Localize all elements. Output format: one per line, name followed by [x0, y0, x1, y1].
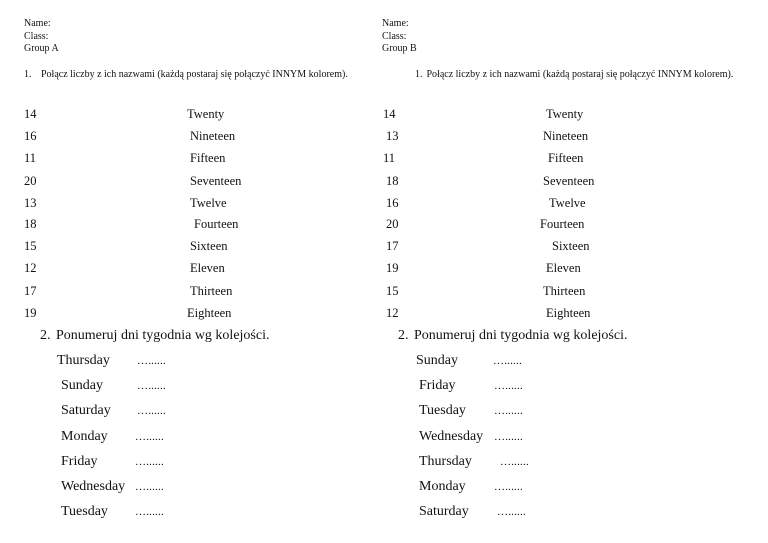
match-number: 15	[24, 239, 37, 253]
task-2-number: 2.	[40, 328, 51, 343]
match-word: Thirteen	[543, 284, 586, 298]
match-number: 12	[24, 261, 37, 275]
answer-blank: …......	[494, 405, 523, 417]
answer-blank: …......	[135, 481, 164, 493]
match-word: Fourteen	[540, 217, 585, 231]
match-number: 15	[386, 284, 399, 298]
match-word: Fifteen	[190, 151, 226, 165]
answer-blank: …......	[494, 380, 523, 392]
match-number: 16	[386, 196, 399, 210]
task-2-number: 2.	[398, 328, 409, 343]
answer-blank: …......	[137, 380, 166, 392]
match-word: Nineteen	[190, 129, 236, 143]
match-number: 17	[386, 239, 399, 253]
day-name: Tuesday	[61, 504, 108, 519]
answer-blank: …......	[494, 481, 523, 493]
task-2-text: Ponumeruj dni tygodnia wg kolejości.	[414, 328, 628, 343]
day-name: Sunday	[416, 353, 458, 368]
day-name: Sunday	[61, 378, 103, 393]
answer-blank: …......	[493, 355, 522, 367]
answer-blank: …......	[135, 506, 164, 518]
match-word: Seventeen	[543, 174, 595, 188]
task-1-instruction	[415, 68, 735, 81]
answer-blank: …......	[137, 355, 166, 367]
answer-blank: …......	[135, 456, 164, 468]
group-label: Group B	[382, 43, 417, 54]
answer-blank: …......	[137, 405, 166, 417]
day-name: Wednesday	[61, 479, 126, 494]
match-word: Nineteen	[543, 129, 589, 143]
day-name: Saturday	[419, 504, 469, 519]
answer-blank: …......	[135, 431, 164, 443]
match-number: 11	[24, 151, 37, 165]
task-2-instruction	[40, 326, 269, 346]
match-word: Twenty	[546, 107, 584, 121]
day-name: Friday	[419, 378, 456, 393]
match-number: 14	[24, 107, 37, 121]
match-word: Twenty	[187, 107, 225, 121]
match-number: 12	[386, 306, 399, 320]
match-word: Twelve	[549, 196, 586, 210]
day-name: Wednesday	[419, 429, 484, 444]
student-header	[382, 18, 417, 56]
match-word: Sixteen	[190, 239, 228, 253]
class-label: Class:	[382, 30, 407, 42]
task-1-number: 1.	[24, 69, 32, 80]
day-name: Thursday	[57, 353, 110, 368]
task-1-text: Połącz liczby z ich nazwami (każdą postaraj się połączyć INNYM kolorem).	[41, 69, 348, 80]
match-word: Fifteen	[548, 151, 584, 165]
match-number: 13	[386, 129, 399, 143]
task-1-instruction	[24, 68, 361, 81]
worksheet-group-b	[382, 0, 742, 543]
task-2-text: Ponumeruj dni tygodnia wg kolejości.	[56, 328, 270, 343]
match-number: 18	[24, 217, 37, 231]
task-1-text: Połącz liczby z ich nazwami (każdą postaraj się połączyć INNYM kolorem).	[426, 69, 734, 80]
day-name: Friday	[61, 454, 98, 469]
match-word: Eighteen	[187, 306, 232, 320]
day-name: Monday	[61, 429, 108, 444]
match-word: Thirteen	[190, 284, 233, 298]
match-number: 20	[386, 217, 399, 231]
match-word: Eleven	[190, 261, 225, 275]
match-number: 16	[24, 129, 37, 143]
match-number: 18	[386, 174, 399, 188]
day-name: Monday	[419, 479, 466, 494]
match-word: Twelve	[190, 196, 227, 210]
match-word: Sixteen	[552, 239, 590, 253]
match-number: 19	[24, 306, 37, 320]
day-name: Saturday	[61, 403, 111, 418]
class-label: Class:	[24, 30, 49, 42]
match-number: 13	[24, 196, 37, 210]
worksheet-group-a	[24, 0, 384, 543]
match-number: 11	[383, 151, 396, 165]
match-number: 17	[24, 284, 37, 298]
match-word: Eleven	[546, 261, 581, 275]
answer-blank: …......	[497, 506, 526, 518]
match-number: 19	[386, 261, 399, 275]
answer-blank: …......	[500, 456, 529, 468]
day-name: Tuesday	[419, 403, 466, 418]
group-label: Group A	[24, 43, 59, 54]
day-name: Thursday	[419, 454, 472, 469]
match-word: Seventeen	[190, 174, 242, 188]
match-word: Eighteen	[546, 306, 591, 320]
name-label: Name:	[24, 18, 51, 29]
name-label: Name:	[382, 18, 409, 29]
answer-blank: …......	[494, 431, 523, 443]
match-number: 20	[24, 174, 37, 188]
match-word: Fourteen	[194, 217, 239, 231]
task-1-number: 1.	[415, 69, 423, 80]
student-header	[24, 18, 59, 56]
match-number: 14	[383, 107, 396, 121]
task-2-instruction	[398, 326, 627, 346]
